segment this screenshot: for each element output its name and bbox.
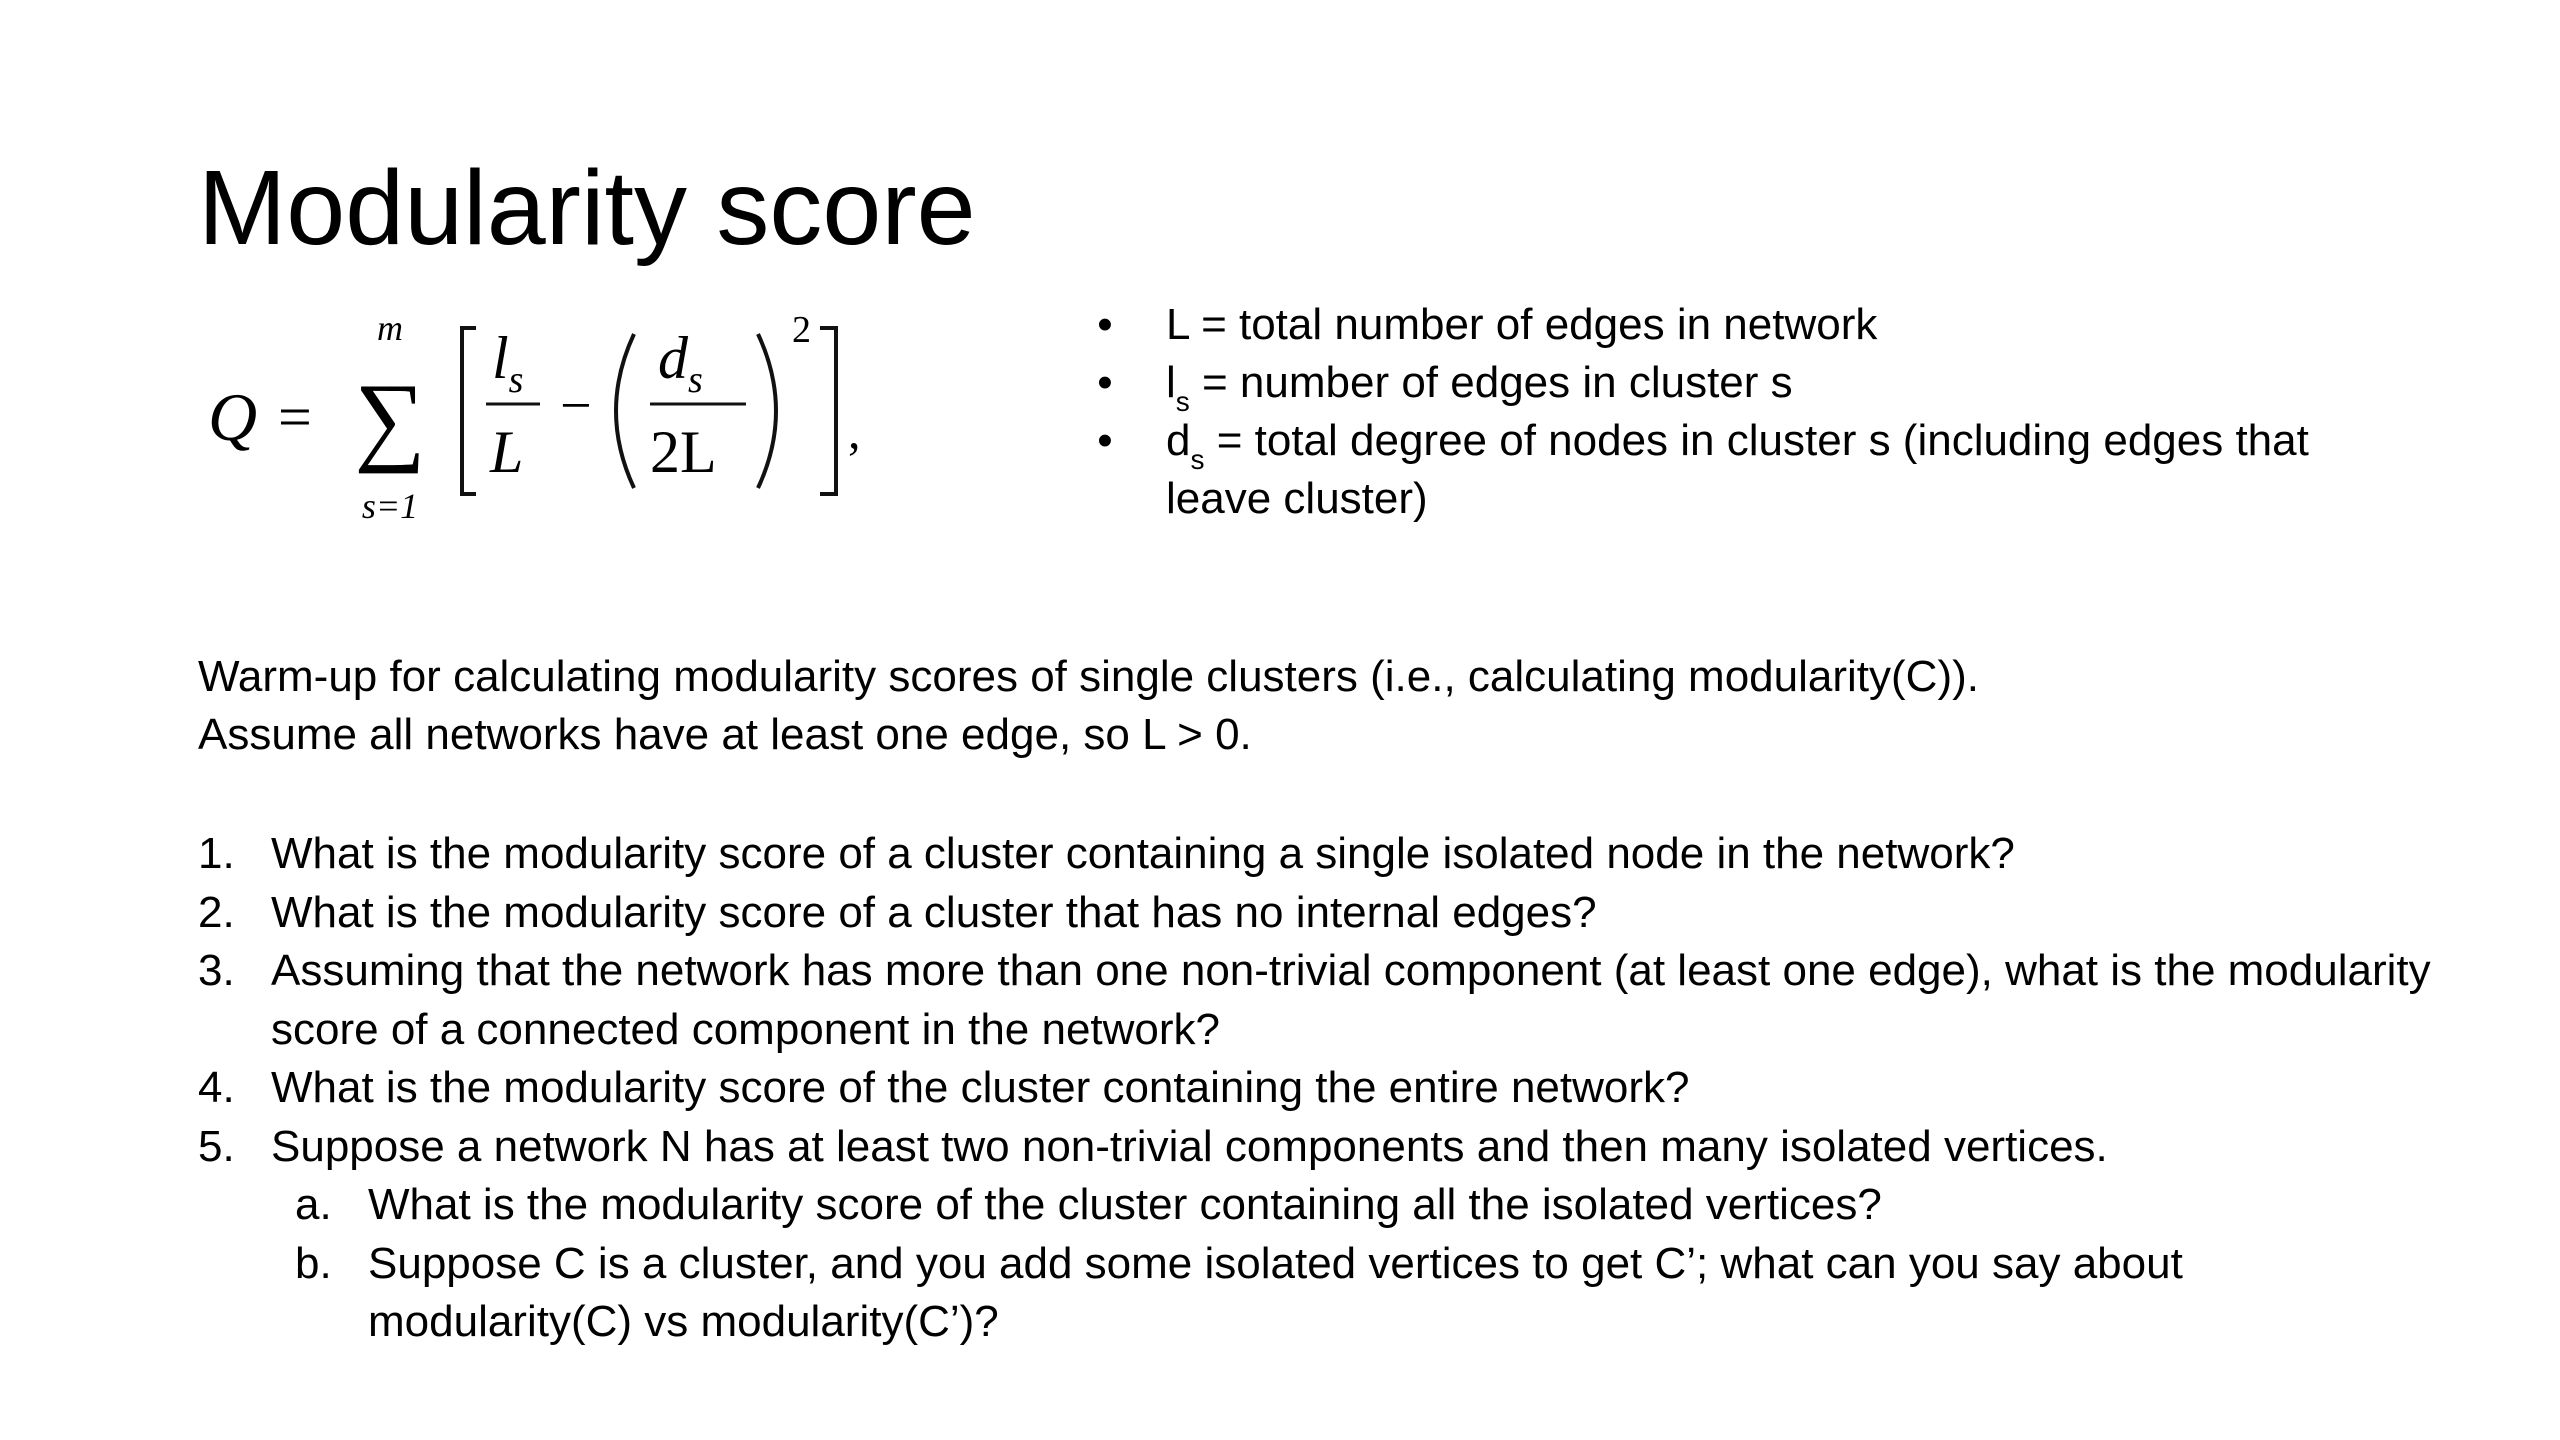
question-number: 3. [198,946,235,995]
sum-lower-limit: s=1 [361,486,419,526]
definition-text: = total degree of nodes in cluster s (including edges that leave cluster) [1166,416,2309,523]
left-paren [616,334,634,488]
formula-minus: − [560,375,592,437]
question-text: What is the modularity score of a cluster that has no internal edges? [271,887,1597,937]
modularity-formula [200,300,900,540]
sum-sign: ∑ [354,363,426,474]
definition-text: = number of edges in cluster s [1189,358,1793,407]
definition-text: = total number of edges in network [1188,300,1878,349]
right-square-bracket [820,328,836,494]
definition-symbol: L [1166,300,1189,349]
right-paren [758,334,776,488]
question-text: What is the modularity score of the cluster containing the entire network? [271,1063,1690,1112]
question-text: What is the modularity score of a cluster containing a single isolated node in the network? [271,829,2015,878]
sum-upper-limit: m [377,308,403,348]
frac2-denominator: 2L [650,419,717,485]
definition-item [1090,412,2390,528]
question-number: 1. [198,829,235,878]
definition-item [1090,354,2390,417]
subquestion-text: What is the modularity score of the cluster containing all the isolated vertices? [368,1180,1882,1229]
formula-exponent: 2 [792,309,811,351]
definition-symbol: l [1166,358,1176,407]
bullet-icon: • [1097,300,1113,349]
warmup-text [198,648,2448,764]
question-number: 4. [198,1063,235,1112]
subquestion-text: Suppose C is a cluster, and you add some isolated vertices to get C’; what can you say about modularity(C) vs modularity(C’)? [368,1238,2183,1346]
question-item [198,884,2448,943]
question-item [198,1118,2448,1177]
warmup-line-1: Warm-up for calculating modularity scores of single clusters (i.e., calculating modularity(C)). [198,652,1979,701]
question-text: Suppose a network N has at least two non-trivial components and then many isolated vertices. [271,1121,2108,1171]
slide-title: Modularity score [198,149,976,267]
bullet-icon: • [1097,416,1113,465]
formula-lhs: Q [208,379,258,455]
definition-symbol: d [1166,416,1191,465]
question-item [198,1059,2448,1118]
question-item [198,825,2448,884]
formula-svg [200,300,900,540]
questions-list [198,825,2448,1352]
definition-symbol-sub: s [1175,386,1190,417]
formula-equals: = [278,384,312,450]
subquestion-letter: b. [295,1238,332,1288]
frac1-denominator: L [490,419,524,485]
question-number: 2. [198,887,235,937]
question-text: Assuming that the network has more than one non-trivial component (at least one edge), what is the modularity score of a connected component in the network? [271,946,2431,1054]
subquestion-letter: a. [295,1180,332,1229]
subquestion-item [198,1176,2448,1235]
question-item [198,942,2448,1059]
frac1-numerator: $l_s$ [492,325,524,401]
definition-item [1090,296,2390,354]
definitions-list [1090,296,2390,528]
left-square-bracket [462,328,476,494]
formula-comma: , [848,403,861,459]
definition-symbol-sub: s [1190,444,1205,475]
subquestion-item [198,1235,2448,1352]
warmup-line-2: Assume all networks have at least one edge, so L > 0. [198,710,1252,759]
frac2-numerator: $d_s$ [658,325,703,401]
bullet-icon: • [1097,358,1113,407]
question-number: 5. [198,1121,235,1171]
